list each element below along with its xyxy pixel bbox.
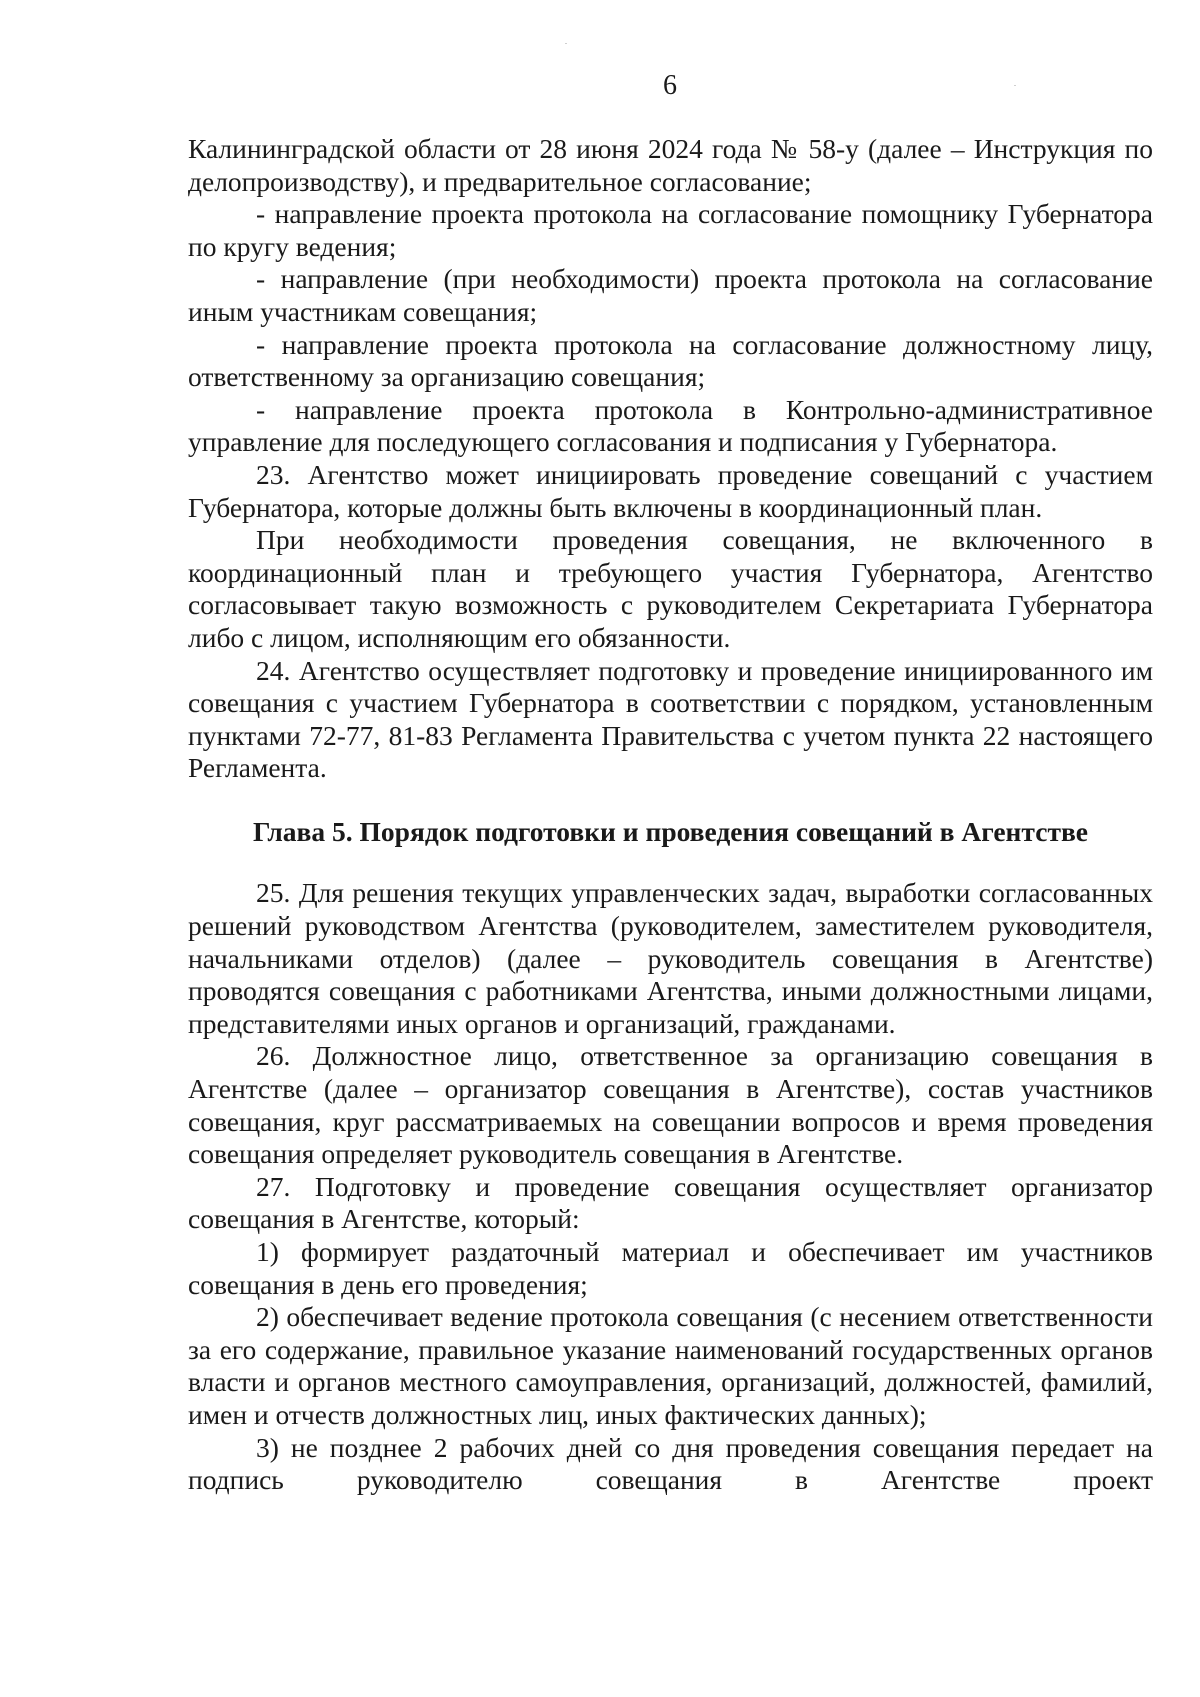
chapter-heading: Глава 5. Порядок подготовки и проведения совещаний в Агентстве (252, 815, 1089, 847)
paragraph: 3) не позднее 2 рабочих дней со дня проведения совещания передает на подпись руководителю совещания в Агентстве проект (188, 1431, 1153, 1496)
paragraph: - направление проекта протокола в Контрольно-административное управление для последующего согласования и подписания у Губернатора. (188, 393, 1153, 458)
scan-speck (1014, 85, 1016, 86)
paragraph: 23. Агентство может инициировать проведение совещаний с участием Губернатора, которые должны быть включены в координационный план. (188, 458, 1153, 523)
paragraph: Калининградской области от 28 июня 2024 года № 58-у (далее – Инструкция по делопроизводству), и предварительное согласование; (188, 133, 1153, 197)
paragraph: - направление (при необходимости) проекта протокола на согласование иным участникам совещания; (188, 263, 1153, 327)
paragraph: 26. Должностное лицо, ответственное за организацию совещания в Агентстве (далее – организатор совещания в Агентстве), состав участников совещания, круг рассматриваемых на совещании вопросов и время проведения совещания определяет руководитель совещания в Агентстве. (188, 1040, 1153, 1170)
paragraph: - направление проекта протокола на согласование помощнику Губернатора по кругу ведения; (188, 198, 1153, 262)
paragraph: - направление проекта протокола на согласование должностному лицу, ответственному за организацию совещания; (188, 328, 1153, 393)
paragraph: 2) обеспечивает ведение протокола совещания (с несением ответственности за его содержание, правильное указание наименований государственных органов власти и органов местного самоуправления, организаций, должностей, фамилий, имен и отчеств должностных лиц, иных фактических данных); (188, 1301, 1153, 1430)
paragraph: 27. Подготовку и проведение совещания осуществляет организатор совещания в Агентстве, который: (188, 1170, 1153, 1235)
paragraph: 25. Для решения текущих управленческих задач, выработки согласованных решений руководством Агентства (руководителем, заместителем руководителя, начальниками отделов) (далее – руководитель совещания в Агентстве) проводятся совещания с работниками Агентства, иными должностными лицами, представителями иных органов и организаций, гражданами. (188, 877, 1153, 1039)
page-number: 6 (663, 70, 677, 101)
paragraph: 1) формирует раздаточный материал и обеспечивает им участников совещания в день его проведения; (188, 1236, 1153, 1300)
document-body (188, 133, 1153, 1497)
paragraph: При необходимости проведения совещания, не включенного в координационный план и требующего участия Губернатора, Агентство согласовывает такую возможность с руководителем Секретариата Губернатора либо с лицом, исполняющим его обязанности. (188, 524, 1153, 653)
scan-speck (565, 43, 567, 44)
paragraph: 24. Агентство осуществляет подготовку и проведение инициированного им совещания с участием Губернатора в соответствии с порядком, установленным пунктами 72-77, 81-83 Регламента Правительства с учетом пункта 22 настоящего Регламента. (188, 654, 1153, 784)
